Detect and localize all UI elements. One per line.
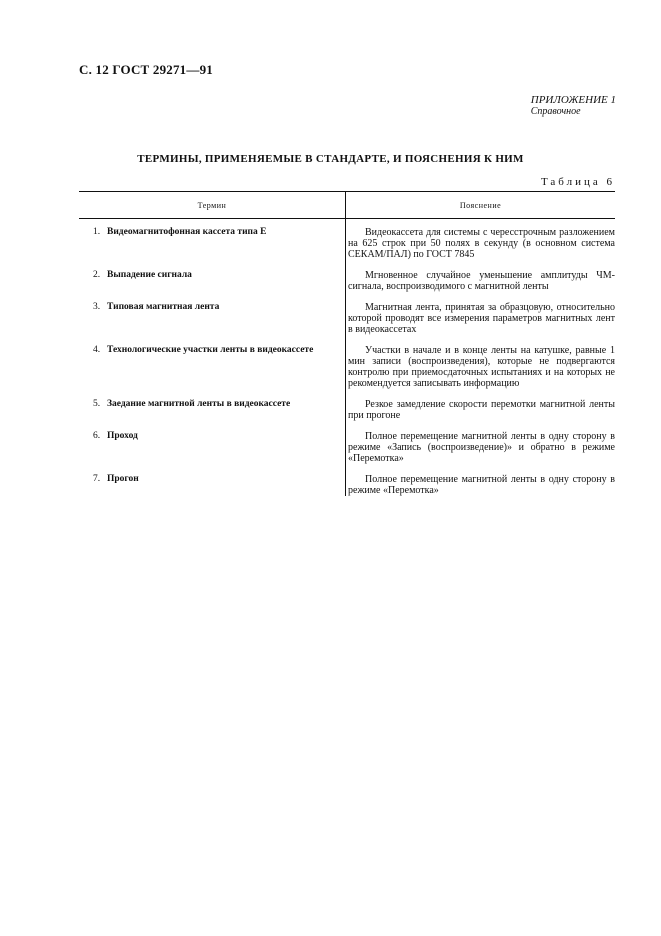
term-cell bbox=[79, 474, 345, 496]
explanation-cell: Магнитная лента, принятая за образцовую, относительно которой проводят все измерения параметров магнитных лент в видеокассетах bbox=[348, 302, 615, 335]
term-number: 6. bbox=[93, 431, 101, 441]
term-number: 2. bbox=[93, 270, 101, 280]
table-row bbox=[79, 431, 615, 464]
column-header-term: Термин bbox=[79, 192, 346, 218]
term-number: 7. bbox=[93, 474, 101, 484]
term-cell bbox=[79, 399, 345, 421]
term-number: 4. bbox=[93, 345, 101, 355]
page-header: С. 12 ГОСТ 29271—91 bbox=[79, 62, 213, 77]
term-number: 3. bbox=[93, 302, 101, 312]
appendix-subtitle: Справочное bbox=[530, 106, 581, 117]
term-text: Заедание магнитной ленты в видеокассете bbox=[107, 399, 291, 409]
explanation-cell: Участки в начале и в конце ленты на катушке, равные 1 мин записи (воспроизведения), которые не подвергаются контролю при приемосдаточных испытаниях и на которых не рекомендуется записывать информацию bbox=[348, 345, 615, 389]
term-text: Видеомагнитофонная кассета типа Е bbox=[107, 227, 267, 237]
term-number: 5. bbox=[93, 399, 101, 409]
explanation-cell: Полное перемещение магнитной ленты в одну сторону в режиме «Перемотка» bbox=[348, 474, 615, 496]
term-cell bbox=[79, 302, 345, 335]
term-text: Типовая магнитная лента bbox=[107, 302, 220, 312]
table-caption: Таблица 6 bbox=[540, 176, 615, 188]
term-text: Технологические участки ленты в видеокассете bbox=[107, 345, 314, 355]
term-cell bbox=[79, 345, 345, 389]
term-cell bbox=[79, 227, 345, 260]
term-cell bbox=[79, 270, 345, 292]
table-header bbox=[79, 191, 615, 219]
table-row bbox=[79, 399, 615, 421]
term-text: Прогон bbox=[107, 474, 139, 484]
table-row bbox=[79, 302, 615, 335]
appendix-title: ПРИЛОЖЕНИЕ 1 bbox=[530, 94, 616, 106]
table-row bbox=[79, 270, 615, 292]
explanation-cell: Видеокассета для системы с чересстрочным разложением на 625 строк при 50 полях в секунду (в основном система СЕКАМ/ПАЛ) по ГОСТ 7845 bbox=[348, 227, 615, 260]
term-number: 1. bbox=[93, 227, 101, 237]
document-title: ТЕРМИНЫ, ПРИМЕНЯЕМЫЕ В СТАНДАРТЕ, И ПОЯСНЕНИЯ К НИМ bbox=[137, 153, 524, 165]
explanation-cell: Мгновенное случайное уменьшение амплитуды ЧМ-сигнала, воспроизводимого с магнитной ленты bbox=[348, 270, 615, 292]
table-row bbox=[79, 227, 615, 260]
term-text: Выпадение сигнала bbox=[107, 270, 192, 280]
table-row bbox=[79, 474, 615, 496]
table-row bbox=[79, 345, 615, 389]
appendix-label bbox=[531, 94, 616, 118]
terms-table bbox=[79, 191, 615, 496]
table-body bbox=[79, 219, 615, 496]
term-text: Проход bbox=[107, 431, 138, 441]
term-cell bbox=[79, 431, 345, 464]
explanation-cell: Полное перемещение магнитной ленты в одну сторону в режиме «Запись (воспроизведение)» и обратно в режиме «Перемотка» bbox=[348, 431, 615, 464]
column-header-explanation: Пояснение bbox=[459, 200, 502, 210]
explanation-cell: Резкое замедление скорости перемотки магнитной ленты при прогоне bbox=[348, 399, 615, 421]
